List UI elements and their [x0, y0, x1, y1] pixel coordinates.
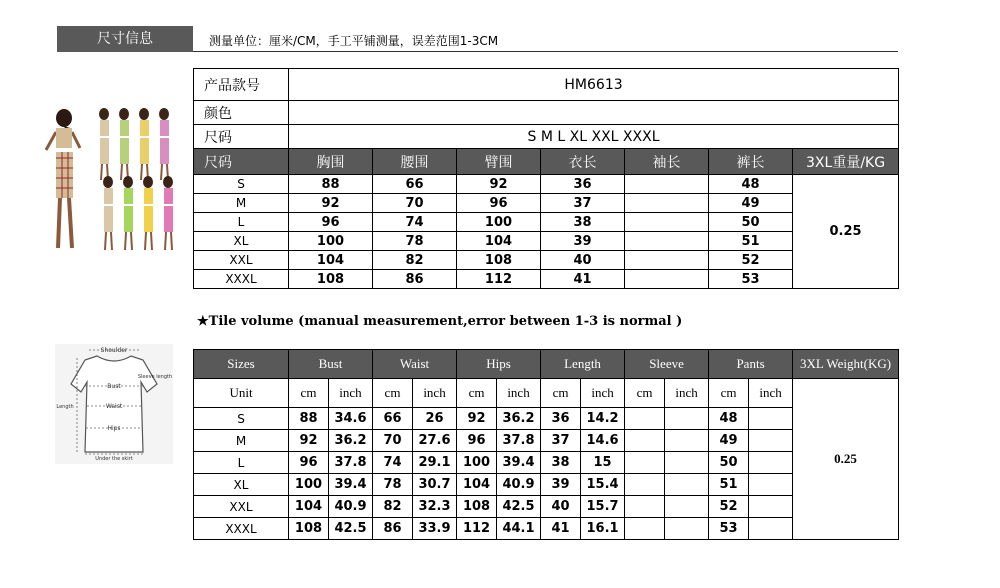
value-cell	[625, 213, 709, 232]
color-label: 颜色	[194, 101, 289, 125]
size-table-cn	[193, 68, 899, 289]
size-cell: M	[194, 194, 289, 213]
hips-label: Hips	[107, 425, 121, 432]
value-cell	[625, 430, 665, 452]
value-cell	[749, 496, 793, 518]
value-cell: 41	[541, 270, 625, 289]
unit-cell: cm	[457, 379, 497, 408]
value-cell: 96	[289, 213, 373, 232]
header-bust: Bust	[289, 350, 373, 379]
value-cell: 112	[457, 270, 541, 289]
unit-cell: inch	[749, 379, 793, 408]
unit-cell: cm	[625, 379, 665, 408]
value-cell: 100	[457, 213, 541, 232]
value-cell: 96	[457, 430, 497, 452]
value-cell	[665, 452, 709, 474]
value-cell	[665, 474, 709, 496]
value-cell: 42.5	[497, 496, 541, 518]
header-weight: 3XL Weight(KG)	[793, 350, 899, 379]
value-cell: 86	[373, 270, 457, 289]
value-cell	[749, 430, 793, 452]
value-cell: 53	[709, 518, 749, 540]
value-cell	[749, 408, 793, 430]
value-cell: 92	[457, 175, 541, 194]
size-cell: XL	[194, 232, 289, 251]
value-cell: 108	[289, 518, 329, 540]
value-cell: 36	[541, 175, 625, 194]
value-cell: 100	[289, 232, 373, 251]
header-weight: 3XL重量/KG	[793, 149, 899, 175]
unit-cell: inch	[413, 379, 457, 408]
value-cell: 14.6	[581, 430, 625, 452]
size-cell: XL	[194, 474, 289, 496]
value-cell: 96	[289, 452, 329, 474]
value-cell: 104	[289, 496, 329, 518]
value-cell: 112	[457, 518, 497, 540]
value-cell: 16.1	[581, 518, 625, 540]
value-cell: 34.6	[329, 408, 373, 430]
value-cell: 37.8	[497, 430, 541, 452]
size-cell: S	[194, 408, 289, 430]
shoulder-label: Shoulder	[100, 347, 128, 354]
value-cell	[749, 474, 793, 496]
hem-label: Under the skirt	[95, 456, 133, 462]
value-cell: 53	[709, 270, 793, 289]
value-cell: 36.2	[329, 430, 373, 452]
sizes-label: 尺码	[194, 125, 289, 149]
value-cell	[625, 518, 665, 540]
model-figures	[46, 108, 173, 250]
size-cell: M	[194, 430, 289, 452]
sizes-value: S M L XL XXL XXXL	[289, 125, 899, 149]
unit-row	[194, 379, 899, 408]
value-cell: 32.3	[413, 496, 457, 518]
measurement-sketch	[55, 344, 173, 464]
value-cell	[665, 518, 709, 540]
style-number-value: HM6613	[289, 69, 899, 101]
value-cell: 27.6	[413, 430, 457, 452]
value-cell: 50	[709, 452, 749, 474]
value-cell: 52	[709, 251, 793, 270]
value-cell: 92	[457, 408, 497, 430]
value-cell	[625, 251, 709, 270]
value-cell: 38	[541, 213, 625, 232]
value-cell	[665, 496, 709, 518]
value-cell: 108	[457, 251, 541, 270]
value-cell: 104	[289, 251, 373, 270]
unit-cell: cm	[709, 379, 749, 408]
value-cell	[665, 430, 709, 452]
unit-cell: inch	[665, 379, 709, 408]
value-cell: 29.1	[413, 452, 457, 474]
value-cell	[625, 452, 665, 474]
value-cell	[625, 496, 665, 518]
value-cell: 70	[373, 194, 457, 213]
value-cell: 33.9	[413, 518, 457, 540]
value-cell: 92	[289, 430, 329, 452]
tile-volume-note	[197, 314, 682, 329]
size-cell: XXXL	[194, 518, 289, 540]
value-cell: 40	[541, 496, 581, 518]
info-row-color	[194, 101, 899, 125]
value-cell	[749, 518, 793, 540]
header-sizes: Sizes	[194, 350, 289, 379]
size-cell: XXL	[194, 251, 289, 270]
unit-cell: cm	[373, 379, 413, 408]
value-cell: 36.2	[497, 408, 541, 430]
value-cell: 38	[541, 452, 581, 474]
size-cell: XXXL	[194, 270, 289, 289]
value-cell	[625, 175, 709, 194]
value-cell: 39.4	[497, 452, 541, 474]
value-cell: 66	[373, 408, 413, 430]
value-cell: 26	[413, 408, 457, 430]
value-cell	[625, 474, 665, 496]
color-value	[289, 101, 899, 125]
value-cell: 15	[581, 452, 625, 474]
table-header-row	[194, 149, 899, 175]
unit-label: Unit	[194, 379, 289, 408]
value-cell: 14.2	[581, 408, 625, 430]
value-cell: 49	[709, 430, 749, 452]
value-cell: 104	[457, 474, 497, 496]
value-cell: 88	[289, 175, 373, 194]
weight-cell: 0.25	[793, 379, 899, 540]
value-cell: 100	[289, 474, 329, 496]
value-cell: 108	[289, 270, 373, 289]
value-cell	[625, 232, 709, 251]
value-cell: 39.4	[329, 474, 373, 496]
tile-note-text: Tile volume (manual measurement,error between 1-3 is normal )	[208, 314, 683, 329]
unit-cell: cm	[289, 379, 329, 408]
value-cell: 40.9	[329, 496, 373, 518]
value-cell: 42.5	[329, 518, 373, 540]
value-cell: 51	[709, 474, 749, 496]
value-cell: 15.4	[581, 474, 625, 496]
value-cell: 100	[457, 452, 497, 474]
value-cell	[665, 408, 709, 430]
waist-label: Waist	[105, 403, 123, 410]
value-cell	[625, 270, 709, 289]
value-cell: 44.1	[497, 518, 541, 540]
weight-cell: 0.25	[793, 175, 899, 289]
value-cell	[749, 452, 793, 474]
value-cell: 74	[373, 213, 457, 232]
value-cell: 48	[709, 175, 793, 194]
size-cell: S	[194, 175, 289, 194]
value-cell: 40	[541, 251, 625, 270]
header-sleeve: Sleeve	[625, 350, 709, 379]
value-cell: 104	[457, 232, 541, 251]
size-table-en	[193, 349, 899, 540]
table-row	[194, 175, 899, 194]
value-cell: 50	[709, 213, 793, 232]
value-cell: 40.9	[497, 474, 541, 496]
header-bust: 胸围	[289, 149, 373, 175]
size-cell: L	[194, 452, 289, 474]
measurement-note: 测量单位：厘米/CM，手工平铺测量，误差范围1-3CM	[209, 34, 499, 48]
value-cell: 86	[373, 518, 413, 540]
value-cell: 70	[373, 430, 413, 452]
product-photo	[40, 104, 188, 254]
unit-cell: inch	[329, 379, 373, 408]
value-cell: 15.7	[581, 496, 625, 518]
value-cell: 37	[541, 194, 625, 213]
sleeve-label: Sleeve length	[137, 374, 173, 380]
value-cell: 52	[709, 496, 749, 518]
bust-label: Bust	[107, 383, 121, 390]
header-divider	[193, 51, 898, 52]
header-length: Length	[541, 350, 625, 379]
info-row-style	[194, 69, 899, 101]
header-hips: Hips	[457, 350, 541, 379]
value-cell: 49	[709, 194, 793, 213]
value-cell: 78	[373, 232, 457, 251]
table-header-row	[194, 350, 899, 379]
style-number-label: 产品款号	[194, 69, 289, 101]
value-cell: 30.7	[413, 474, 457, 496]
info-row-sizes	[194, 125, 899, 149]
value-cell: 66	[373, 175, 457, 194]
unit-cell: cm	[541, 379, 581, 408]
unit-cell: inch	[497, 379, 541, 408]
header-size: 尺码	[194, 149, 289, 175]
value-cell: 82	[373, 251, 457, 270]
header-pants: Pants	[709, 350, 793, 379]
value-cell: 82	[373, 496, 413, 518]
size-cell: XXL	[194, 496, 289, 518]
header-length: 衣长	[541, 149, 625, 175]
value-cell: 96	[457, 194, 541, 213]
value-cell: 78	[373, 474, 413, 496]
unit-cell: inch	[581, 379, 625, 408]
header-waist: Waist	[373, 350, 457, 379]
value-cell: 51	[709, 232, 793, 251]
value-cell: 74	[373, 452, 413, 474]
value-cell: 88	[289, 408, 329, 430]
value-cell: 39	[541, 474, 581, 496]
value-cell: 36	[541, 408, 581, 430]
header-pants: 裤长	[709, 149, 793, 175]
value-cell: 41	[541, 518, 581, 540]
length-label: Length	[56, 404, 74, 410]
value-cell: 108	[457, 496, 497, 518]
header-sleeve: 袖长	[625, 149, 709, 175]
size-cell: L	[194, 213, 289, 232]
section-title-tab: 尺寸信息	[57, 26, 193, 52]
star-icon: ★	[197, 314, 209, 329]
header-waist: 腰围	[373, 149, 457, 175]
value-cell: 37.8	[329, 452, 373, 474]
header-arm: 臂围	[457, 149, 541, 175]
value-cell: 39	[541, 232, 625, 251]
value-cell: 92	[289, 194, 373, 213]
value-cell	[625, 408, 665, 430]
value-cell: 48	[709, 408, 749, 430]
value-cell	[625, 194, 709, 213]
value-cell: 37	[541, 430, 581, 452]
